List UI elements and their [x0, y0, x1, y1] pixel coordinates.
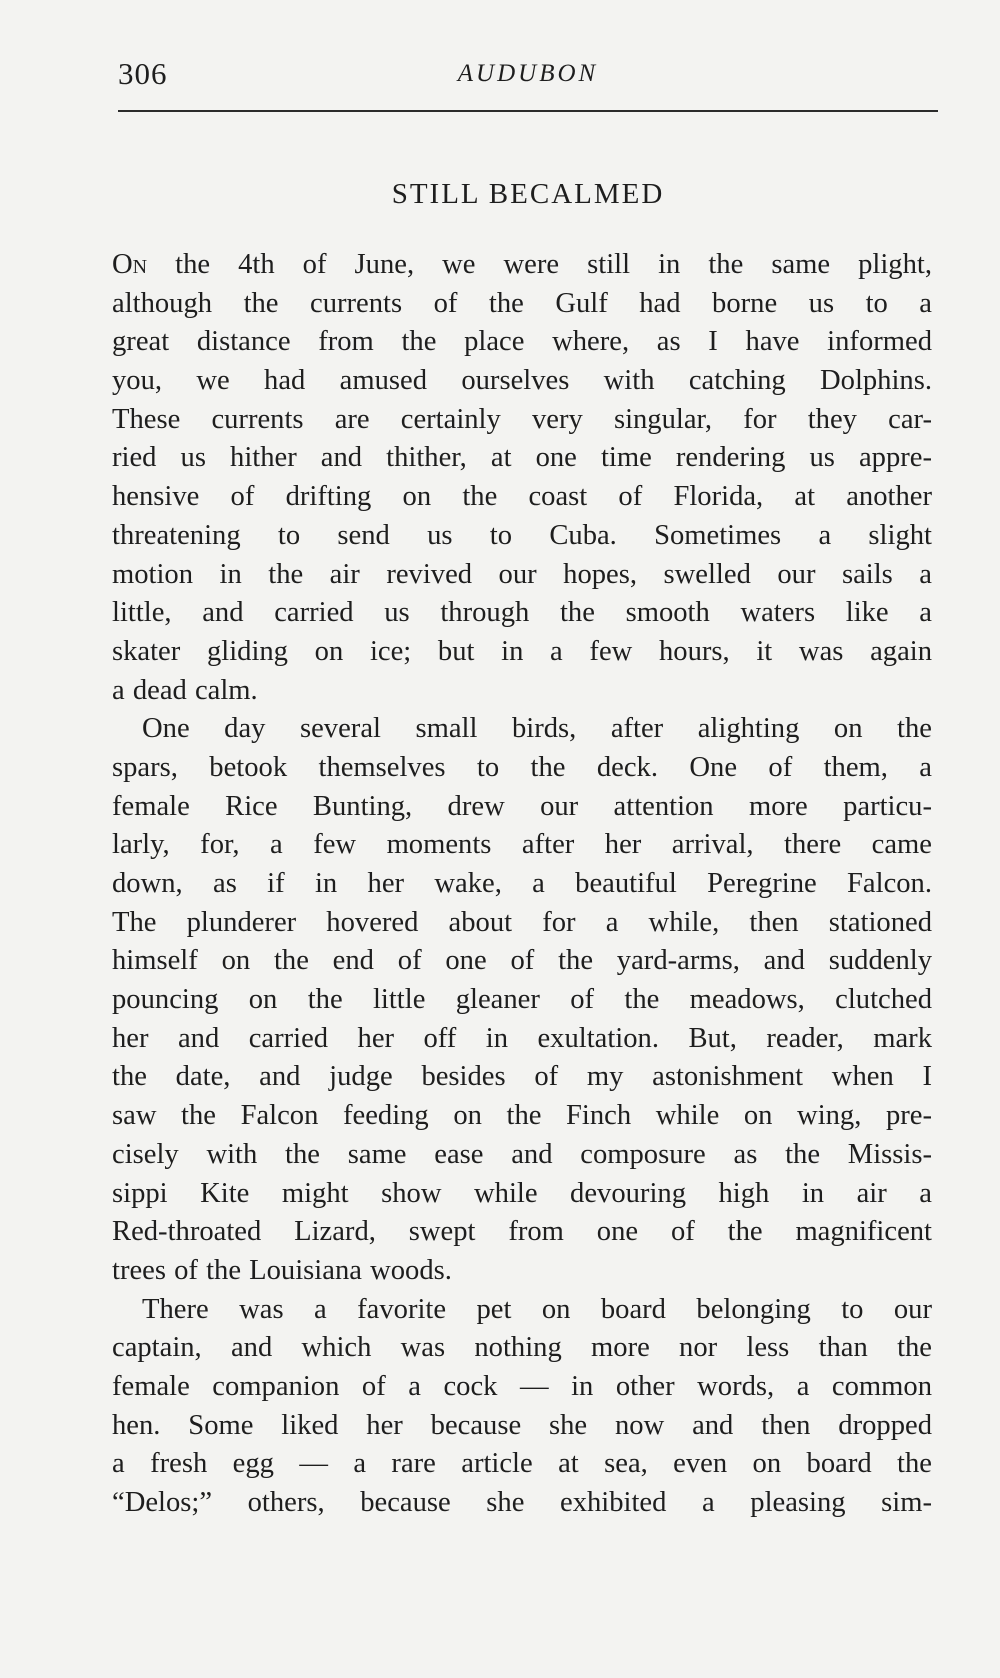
- text-line: “Delos;” others, because she exhibited a pleasing sim-: [112, 1487, 932, 1518]
- text-line: a dead calm.: [112, 674, 258, 706]
- text-line-start: On: [112, 249, 148, 280]
- text-line: spars, betook themselves to the deck. One of them, a: [112, 751, 932, 783]
- text-line: pouncing on the little gleaner of the meadows, clutched: [112, 984, 932, 1016]
- paragraph-2: [112, 710, 932, 1290]
- text-line: little, and carried us through the smooth waters like a: [112, 597, 932, 629]
- paragraph-1: [112, 246, 932, 710]
- text-line: female companion of a cock — in other words, a common: [112, 1370, 932, 1402]
- text-line: cisely with the same ease and composure as the Missis-: [112, 1138, 932, 1170]
- text-line: captain, and which was nothing more nor less than the: [112, 1332, 932, 1364]
- text-line: great distance from the place where, as I have informed: [112, 326, 932, 358]
- text-line: female Rice Bunting, drew our attention more particu-: [112, 790, 932, 822]
- text-line: threatening to send us to Cuba. Sometimes a slight: [112, 519, 932, 551]
- chapter-title: STILL BECALMED: [391, 178, 665, 210]
- text-line: One day several small birds, after alighting on the: [142, 713, 932, 745]
- text-line: motion in the air revived our hopes, swelled our sails a: [112, 558, 932, 590]
- text-line: There was a favorite pet on board belonging to our: [142, 1293, 932, 1325]
- text-line: ried us hither and thither, at one time rendering us appre-: [112, 442, 932, 474]
- text-line: hensive of drifting on the coast of Florida, at another: [112, 481, 932, 513]
- page-number: 306: [118, 56, 168, 91]
- text-line: Red-throated Lizard, swept from one of the magnificent: [112, 1216, 932, 1248]
- text-line: skater gliding on ice; but in a few hours, it was again: [112, 635, 932, 667]
- text-line: The plunderer hovered about for a while, then stationed: [112, 906, 932, 938]
- text-line: you, we had amused ourselves with catching Dolphins.: [112, 365, 932, 397]
- text-line: the date, and judge besides of my astonishment when I: [112, 1061, 932, 1093]
- text-line: trees of the Louisiana woods.: [112, 1254, 452, 1286]
- text-line: her and carried her off in exultation. But, reader, mark: [112, 1022, 932, 1054]
- text-line: larly, for, a few moments after her arrival, there came: [112, 829, 932, 861]
- text-line: hen. Some liked her because she now and then dropped: [112, 1409, 932, 1441]
- text-line: On the 4th of June, we were still in the same plight,: [112, 249, 932, 280]
- body-text: [112, 246, 932, 1523]
- paragraph-3: [112, 1291, 932, 1523]
- text-line: These currents are certainly very singular, for they car-: [112, 403, 932, 435]
- running-head: [118, 56, 938, 104]
- text-line: although the currents of the Gulf had borne us to a: [112, 287, 932, 319]
- text-line: saw the Falcon feeding on the Finch while on wing, pre-: [112, 1100, 932, 1132]
- text-line: himself on the end of one of the yard-arms, and suddenly: [112, 945, 932, 977]
- text-line: down, as if in her wake, a beautiful Peregrine Falcon.: [112, 868, 932, 899]
- header-rule: [118, 110, 938, 112]
- running-title: AUDUBON: [457, 60, 599, 87]
- text-line: sippi Kite might show while devouring high in air a: [112, 1177, 932, 1209]
- text-line: a fresh egg — a rare article at sea, even on board the: [112, 1448, 932, 1480]
